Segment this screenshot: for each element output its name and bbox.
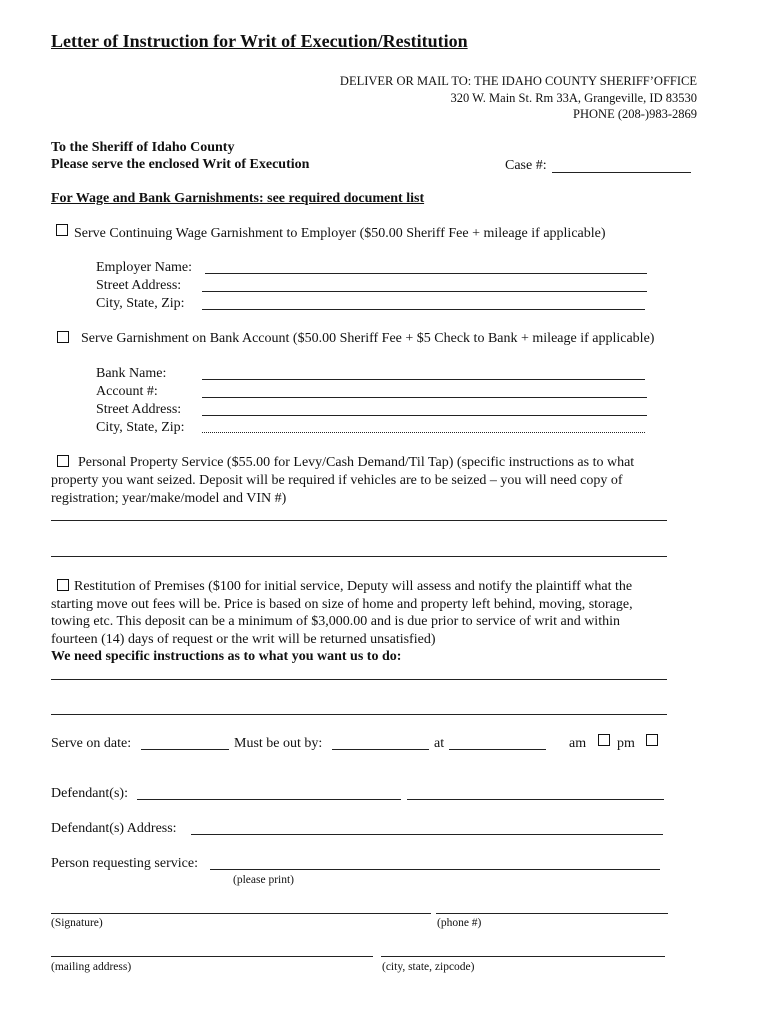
case-number-field[interactable] [552, 172, 691, 173]
serve-on-date-field[interactable] [141, 749, 229, 750]
bank-street-field[interactable] [202, 415, 647, 416]
person-requesting-label: Person requesting service: [51, 856, 198, 871]
employer-street-label: Street Address: [96, 278, 182, 293]
must-be-out-field[interactable] [332, 749, 429, 750]
bank-name-field[interactable] [202, 379, 645, 380]
instructions-heading: We need specific instructions as to what you want us to do: [51, 649, 402, 664]
please-print-note: (please print) [233, 874, 294, 886]
phone-field[interactable] [436, 913, 668, 914]
page-title: Letter of Instruction for Writ of Execution/Restitution [51, 31, 468, 51]
restitution-line-3: towing etc. This deposit can be a minimum of $3,000.00 and is due prior to service of writ and within [51, 614, 620, 629]
employer-name-label: Employer Name: [96, 260, 193, 275]
am-checkbox[interactable] [598, 734, 610, 746]
personal-property-checkbox[interactable] [57, 455, 69, 467]
serve-on-date-label: Serve on date: [51, 736, 132, 751]
account-number-field[interactable] [202, 397, 647, 398]
person-requesting-field[interactable] [210, 869, 660, 870]
bank-garnishment-label: Serve Garnishment on Bank Account ($50.00 Sheriff Fee + $5 Check to Bank + mileage if applicable) [81, 331, 655, 346]
bank-garnishment-checkbox[interactable] [57, 331, 69, 343]
wage-garnishment-checkbox[interactable] [56, 224, 68, 236]
instructions-line-1[interactable] [51, 679, 667, 680]
employer-street-field[interactable] [202, 291, 647, 292]
am-label: am [569, 736, 587, 751]
bank-name-label: Bank Name: [96, 366, 167, 381]
serve-writ-line: Please serve the enclosed Writ of Execution [51, 157, 310, 172]
defendant-2-field[interactable] [407, 799, 664, 800]
personal-property-instructions-line-1[interactable] [51, 520, 667, 521]
pm-checkbox[interactable] [646, 734, 658, 746]
employer-name-field[interactable] [205, 273, 647, 274]
sheriff-address: 320 W. Main St. Rm 33A, Grangeville, ID 83530 [450, 91, 697, 105]
city-state-zip-field[interactable] [381, 956, 665, 957]
at-label: at [434, 736, 445, 751]
defendant-address-field[interactable] [191, 834, 663, 835]
signature-caption: (Signature) [51, 917, 103, 929]
phone-caption: (phone #) [437, 917, 482, 929]
must-be-out-label: Must be out by: [234, 736, 323, 751]
wage-garnishment-label: Serve Continuing Wage Garnishment to Employer ($50.00 Sheriff Fee + mileage if applicable) [74, 226, 606, 241]
personal-property-line-3: registration; year/make/model and VIN #) [51, 491, 287, 506]
signature-field[interactable] [51, 913, 431, 914]
defendant-1-field[interactable] [137, 799, 401, 800]
personal-property-line-2: property you want seized. Deposit will be required if vehicles are to be seized – you will need copy of [51, 473, 623, 488]
case-number-label: Case #: [505, 158, 547, 173]
mailing-address-caption: (mailing address) [51, 961, 132, 973]
bank-street-label: Street Address: [96, 402, 182, 417]
restitution-line-1: Restitution of Premises ($100 for initial service, Deputy will assess and notify the plaintiff what the [74, 579, 633, 594]
pm-label: pm [617, 736, 635, 751]
personal-property-line-1: Personal Property Service ($55.00 for Levy/Cash Demand/Til Tap) (specific instructions as to what [78, 455, 635, 470]
restitution-line-2: starting move out fees will be. Price is based on size of home and property left behind, moving, storage, [51, 597, 633, 612]
mailing-address-field[interactable] [51, 956, 373, 957]
defendants-label: Defendant(s): [51, 786, 128, 801]
bank-city-field[interactable] [202, 432, 645, 433]
city-state-zip-caption: (city, state, zipcode) [382, 961, 475, 973]
sheriff-phone: PHONE (208-)983-2869 [573, 107, 697, 121]
account-number-label: Account #: [96, 384, 158, 399]
restitution-line-4: fourteen (14) days of request or the writ will be returned unsatisfied) [51, 632, 436, 647]
to-sheriff-line: To the Sheriff of Idaho County [51, 140, 235, 155]
employer-city-field[interactable] [202, 309, 645, 310]
personal-property-instructions-line-2[interactable] [51, 556, 667, 557]
bank-city-label: City, State, Zip: [96, 420, 185, 435]
defendant-address-label: Defendant(s) Address: [51, 821, 177, 836]
time-field[interactable] [449, 749, 546, 750]
employer-city-label: City, State, Zip: [96, 296, 185, 311]
instructions-line-2[interactable] [51, 714, 667, 715]
garnishment-heading: For Wage and Bank Garnishments: see required document list [51, 191, 425, 206]
deliver-to-line: DELIVER OR MAIL TO: THE IDAHO COUNTY SHERIFF’OFFICE [339, 74, 697, 88]
restitution-checkbox[interactable] [57, 579, 69, 591]
